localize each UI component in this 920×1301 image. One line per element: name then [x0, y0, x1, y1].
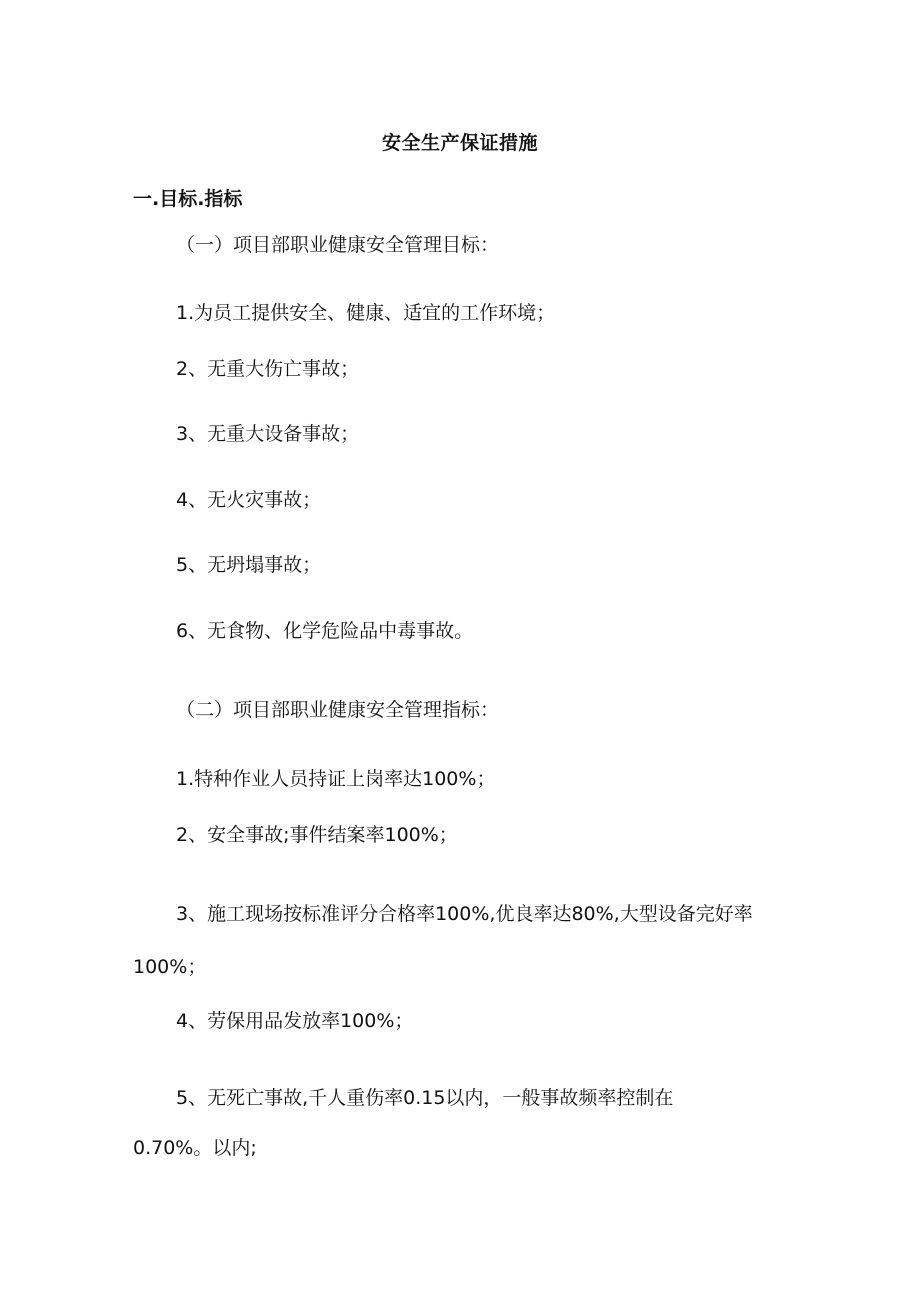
part1-item-1: 1.为员工提供安全、健康、适宜的工作环境；	[176, 302, 556, 324]
part2-heading: （二）项目部职业健康安全管理指标：	[176, 699, 500, 721]
part2-item-5-continued: 0.70%。以内;	[133, 1137, 257, 1159]
document-title: 安全生产保证措施	[381, 132, 538, 154]
part2-item-2: 2、安全事故;事件结案率100%；	[176, 824, 458, 846]
part1-item-5: 5、无坍塌事故；	[176, 554, 322, 576]
section-heading: 一.目标.指标	[133, 188, 243, 210]
part1-item-2: 2、无重大伤亡事故；	[176, 358, 360, 380]
part1-heading: （一）项目部职业健康安全管理目标：	[176, 234, 500, 256]
part2-item-3: 3、施工现场按标准评分合格率100%,优良率达80%,大型设备完好率	[176, 903, 753, 925]
part2-item-1: 1.特种作业人员持证上岗率达100%；	[176, 768, 496, 790]
part2-item-4: 4、劳保用品发放率100%；	[176, 1010, 414, 1032]
part2-item-3-continued: 100%；	[133, 956, 207, 978]
part1-item-6: 6、无食物、化学危险品中毒事故。	[176, 620, 474, 642]
part1-item-4: 4、无火灾事故；	[176, 489, 322, 511]
part1-item-3: 3、无重大设备事故；	[176, 423, 360, 445]
part2-item-5: 5、无死亡事故,千人重伤率0.15以内，一般事故频率控制在	[176, 1087, 674, 1109]
